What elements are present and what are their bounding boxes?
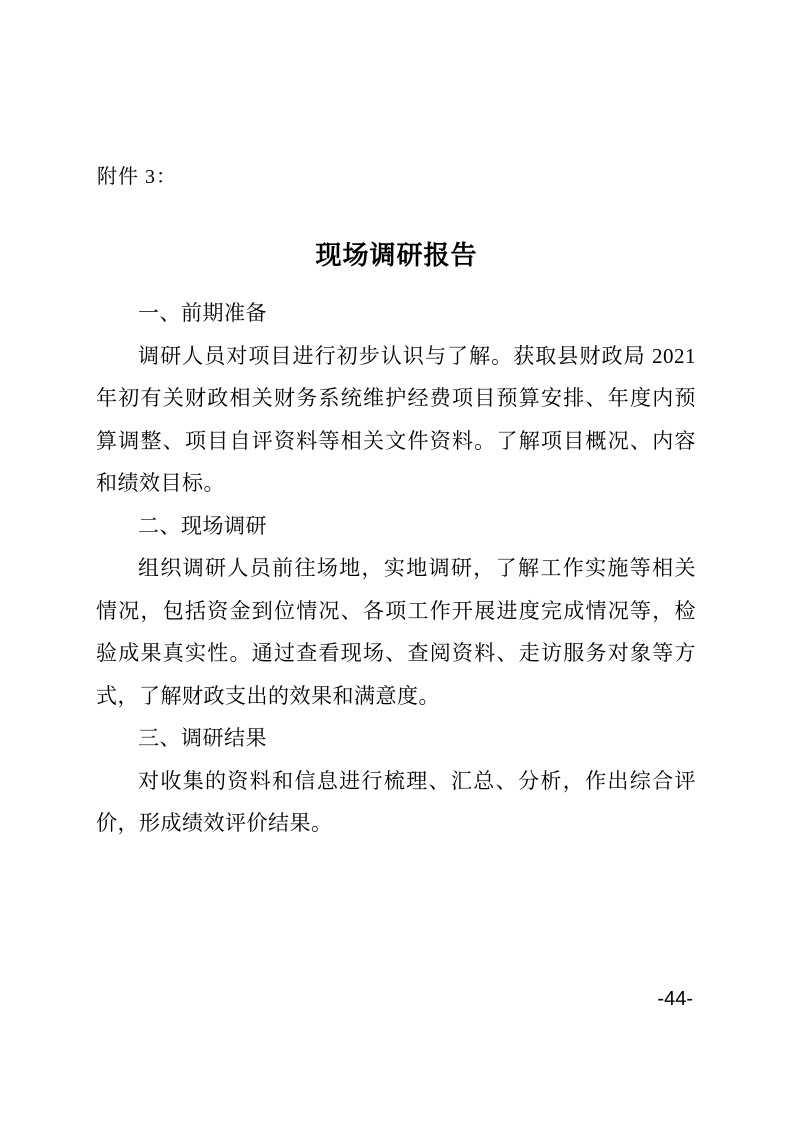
section-heading: 三、调研结果 [138,726,267,750]
body-paragraph: 对收集的资料和信息进行梳理、汇总、分析，作出综合评价，形成绩效评价结果。 [96,768,696,835]
section-heading: 一、前期准备 [138,301,267,325]
page-number: -44- [657,988,693,1010]
section-heading: 二、现场调研 [138,513,267,538]
document-title: 现场调研报告 [315,241,478,270]
attachment-label: 附件 3： [97,166,177,188]
document-body [96,292,696,845]
body-paragraph: 组织调研人员前往场地，实地调研，了解工作实施等相关情况，包括资金到位情况、各项工作开展进度完成情况等，检验成果真实性。通过查看现场、查阅资料、走访服务对象等方式，了解财政支出的效果和满意度。 [96,556,696,708]
body-paragraph: 调研人员对项目进行初步认识与了解。获取县财政局 2021 年初有关财政相关财务系统维护经费项目预算安排、年度内预算调整、项目自评资料等相关文件资料。了解项目概况、内容和绩效目标。 [96,343,696,495]
